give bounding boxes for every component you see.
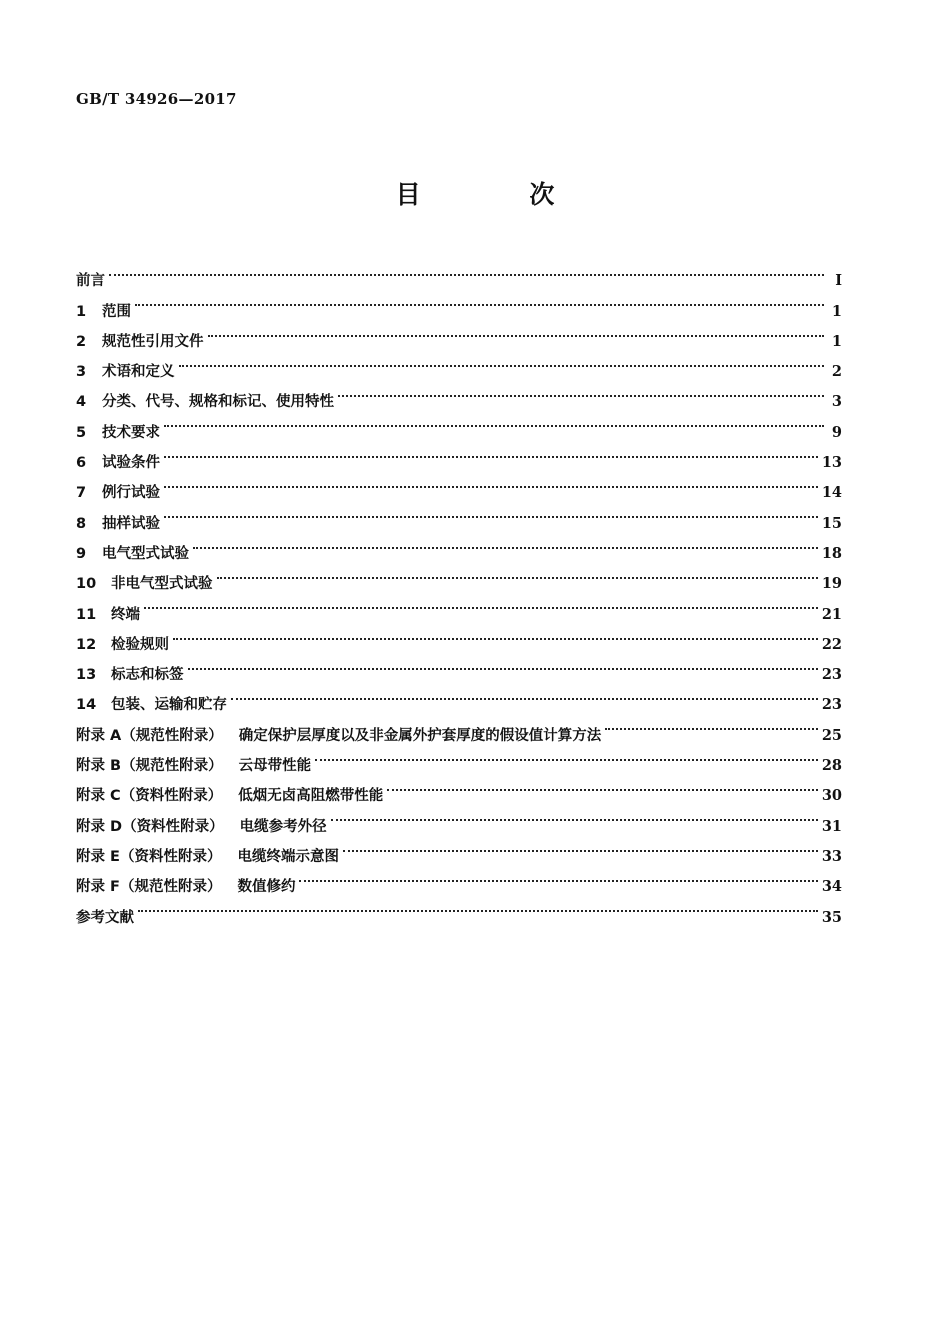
toc-leader bbox=[338, 376, 824, 406]
toc-entry-14[interactable] bbox=[76, 679, 842, 714]
toc-label: 电缆参考外径 bbox=[239, 818, 327, 835]
toc-label: 确定保护层厚度以及非金属外护套厚度的假设值计算方法 bbox=[238, 727, 602, 744]
toc-entry-3[interactable] bbox=[76, 346, 842, 381]
toc-number: 11 bbox=[76, 606, 97, 623]
toc-number: 3 bbox=[76, 364, 87, 381]
toc-page: 31 bbox=[821, 817, 842, 835]
toc-label: 低烟无卤高阻燃带性能 bbox=[238, 788, 384, 805]
toc-number: 13 bbox=[76, 667, 97, 684]
toc-leader bbox=[387, 770, 818, 800]
toc-annex-label: 附录 A（规范性附录） bbox=[76, 727, 223, 744]
toc-page: 33 bbox=[821, 847, 842, 865]
toc-leader bbox=[343, 831, 818, 861]
toc-label: 例行试验 bbox=[102, 485, 160, 502]
toc-leader bbox=[138, 891, 818, 921]
toc-entry-references[interactable] bbox=[76, 891, 842, 926]
toc-label: 电气型式试验 bbox=[102, 545, 189, 562]
toc-leader bbox=[188, 649, 818, 679]
toc-entry-1[interactable] bbox=[76, 285, 842, 320]
standard-code: GB/T 34926—2017 bbox=[76, 90, 237, 108]
toc-leader bbox=[193, 528, 818, 558]
toc-label: 非电气型式试验 bbox=[111, 576, 213, 593]
toc-page: 18 bbox=[821, 544, 842, 562]
toc-number: 7 bbox=[76, 485, 87, 502]
toc-entry-6[interactable] bbox=[76, 437, 842, 472]
toc-entry-7[interactable] bbox=[76, 467, 842, 502]
toc-page: 1 bbox=[831, 332, 842, 350]
toc-label: 检验规则 bbox=[111, 636, 169, 653]
toc-leader bbox=[164, 497, 818, 527]
toc-page: 34 bbox=[821, 878, 842, 896]
toc-page: 21 bbox=[821, 605, 842, 623]
toc-number: 2 bbox=[76, 333, 87, 350]
toc-number: 10 bbox=[76, 576, 97, 593]
toc-annex-label: 附录 D（资料性附录） bbox=[76, 818, 224, 835]
toc-leader bbox=[315, 740, 818, 770]
toc-annex-label: 附录 C（资料性附录） bbox=[76, 788, 223, 805]
table-of-contents bbox=[76, 255, 842, 926]
page-title: 目 次 bbox=[395, 180, 605, 209]
toc-page: 30 bbox=[821, 787, 842, 805]
toc-entry-8[interactable] bbox=[76, 497, 842, 532]
toc-label: 规范性引用文件 bbox=[102, 333, 204, 350]
toc-label: 包装、运输和贮存 bbox=[111, 697, 227, 714]
toc-label: 电缆终端示意图 bbox=[237, 848, 339, 865]
toc-label: 试验条件 bbox=[102, 455, 160, 472]
toc-page: 3 bbox=[831, 393, 842, 411]
toc-label: 抽样试验 bbox=[102, 515, 160, 532]
toc-number: 14 bbox=[76, 697, 97, 714]
toc-number: 5 bbox=[76, 424, 87, 441]
toc-leader bbox=[164, 437, 818, 467]
toc-page: 15 bbox=[821, 514, 842, 532]
toc-leader bbox=[299, 861, 817, 891]
toc-label: 前言 bbox=[76, 273, 105, 290]
toc-label: 范围 bbox=[102, 303, 131, 320]
toc-page: 22 bbox=[821, 635, 842, 653]
toc-page: 19 bbox=[821, 575, 842, 593]
toc-annex-label: 附录 F（规范性附录） bbox=[76, 879, 222, 896]
toc-page: 23 bbox=[821, 696, 842, 714]
toc-page: I bbox=[835, 272, 842, 290]
toc-label: 分类、代号、规格和标记、使用特性 bbox=[102, 394, 334, 411]
toc-page: 25 bbox=[821, 726, 842, 744]
toc-number: 9 bbox=[76, 545, 87, 562]
toc-page: 23 bbox=[821, 666, 842, 684]
toc-label: 技术要求 bbox=[102, 424, 160, 441]
toc-page: 2 bbox=[831, 363, 842, 381]
toc-page: 13 bbox=[821, 454, 842, 472]
toc-number: 1 bbox=[76, 303, 87, 320]
toc-entry-5[interactable] bbox=[76, 406, 842, 441]
toc-entry-foreword[interactable] bbox=[76, 255, 842, 290]
toc-label: 标志和标签 bbox=[111, 667, 184, 684]
toc-entry-13[interactable] bbox=[76, 649, 842, 684]
toc-page: 35 bbox=[821, 908, 842, 926]
toc-page: 28 bbox=[821, 757, 842, 775]
toc-leader bbox=[179, 346, 825, 376]
toc-number: 4 bbox=[76, 394, 87, 411]
toc-leader bbox=[173, 619, 818, 649]
toc-label: 云母带性能 bbox=[238, 758, 312, 775]
toc-number: 12 bbox=[76, 636, 97, 653]
toc-annex-label: 附录 B（规范性附录） bbox=[76, 758, 223, 775]
toc-annex-label: 附录 E（资料性附录） bbox=[76, 848, 222, 865]
toc-leader bbox=[605, 709, 818, 739]
toc-leader bbox=[109, 255, 824, 285]
toc-page: 9 bbox=[831, 423, 842, 441]
toc-page: 1 bbox=[831, 302, 842, 320]
toc-number: 6 bbox=[76, 455, 87, 472]
toc-leader bbox=[208, 316, 825, 346]
toc-leader bbox=[164, 406, 824, 436]
toc-entry-10[interactable] bbox=[76, 558, 842, 593]
toc-label: 术语和定义 bbox=[102, 364, 175, 381]
toc-leader bbox=[144, 588, 818, 618]
toc-leader bbox=[135, 285, 824, 315]
toc-entry-4[interactable] bbox=[76, 376, 842, 411]
toc-entry-11[interactable] bbox=[76, 588, 842, 623]
toc-leader bbox=[164, 467, 818, 497]
toc-entry-12[interactable] bbox=[76, 619, 842, 653]
toc-label: 参考文献 bbox=[76, 909, 134, 926]
toc-leader bbox=[231, 679, 818, 709]
toc-leader bbox=[217, 558, 818, 588]
toc-number: 8 bbox=[76, 515, 87, 532]
toc-page: 14 bbox=[821, 484, 842, 502]
toc-label: 终端 bbox=[111, 606, 140, 623]
toc-label: 数值修约 bbox=[237, 879, 296, 896]
toc-entry-9[interactable] bbox=[76, 528, 842, 562]
toc-entry-2[interactable] bbox=[76, 316, 842, 350]
toc-leader bbox=[331, 800, 818, 830]
